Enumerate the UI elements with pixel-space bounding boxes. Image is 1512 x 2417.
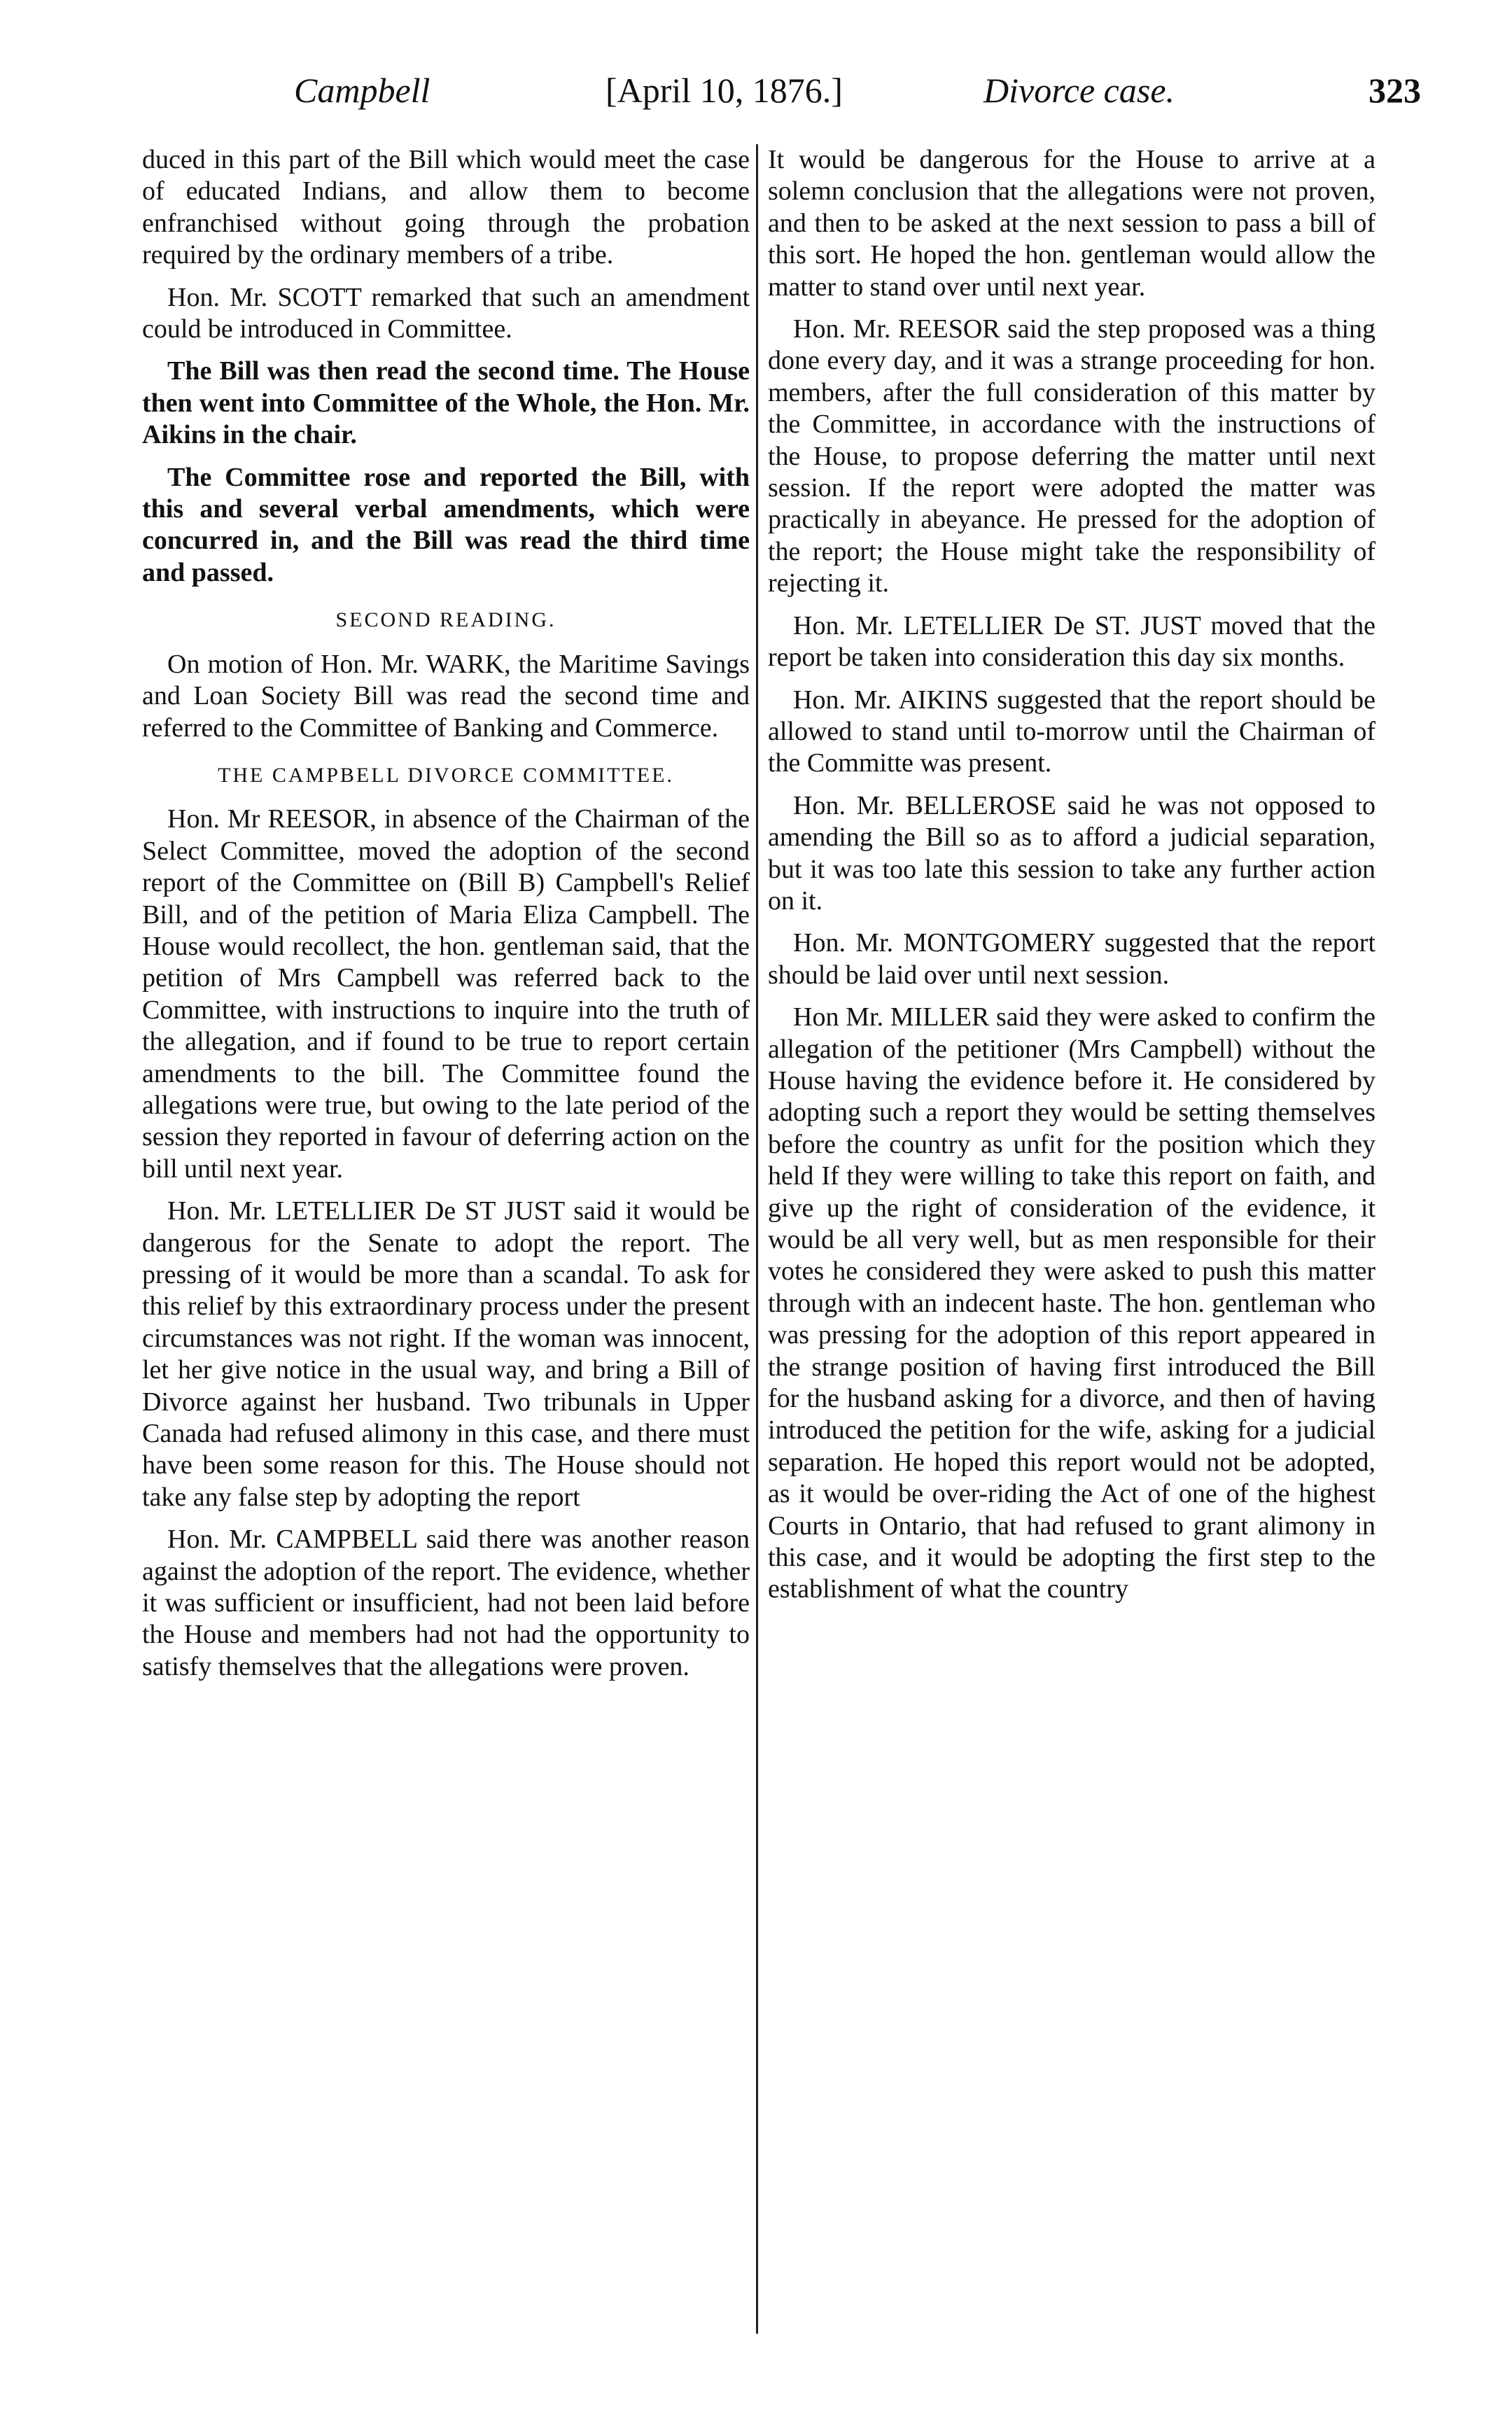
paragraph: Hon. Mr. SCOTT remarked that such an amendment could be introduced in Committee. bbox=[142, 282, 750, 344]
paragraph: Hon. Mr. MONTGOMERY suggested that the report should be laid over until next session. bbox=[768, 928, 1376, 990]
paragraph: Hon. Mr. REESOR said the step proposed was a thing done every day, and it was a strange proceeding for hon. members, after the full consideration of this matter by the Committee, in accordance with the instructions of the House, to propose deferring the matter until next session. If the report were adopted the matter was practically in abeyance. He pressed for the adoption of the report; the House might take the responsibility of rejecting it. bbox=[768, 314, 1376, 598]
paragraph: Hon. Mr. BELLEROSE said he was not opposed to amending the Bill so as to afford a judicial separation, but it was too late this session to take any further action on it. bbox=[768, 790, 1376, 916]
column-divider bbox=[756, 144, 758, 2334]
paragraph: Hon. Mr. AIKINS suggested that the report should be allowed to stand until to-morrow until the Chairman of the Committe was present. bbox=[768, 685, 1376, 778]
header-date: [April 10, 1876.] bbox=[606, 71, 843, 110]
paragraph: The Bill was then read the second time. The House then went into Committee of the Whole, the Hon. Mr. Aikins in the chair. bbox=[142, 356, 750, 450]
section-heading: SECOND READING. bbox=[335, 608, 556, 632]
paragraph: Hon. Mr. LETELLIER De ST JUST said it would be dangerous for the Senate to adopt the report. The pressing of it would be more than a scandal. To ask for this relief by this extraordinary process under the present circumstances was not right. If the woman was innocent, let her give notice in the usual way, and bring a Bill of Divorce against her husband. Two tribunals in Upper Canada had refused alimony in this case, and there must have been some reason for this. The House should not take any false step by adopting the report bbox=[142, 1196, 750, 1512]
paragraph: duced in this part of the Bill which would meet the case of educated Indians, and allow them to become enfranchised without going through the probation required by the ordinary members of a tribe. bbox=[142, 145, 750, 270]
paragraph: Hon Mr. MILLER said they were asked to confirm the allegation of the petitioner (Mrs Campbell) without the House having the evidence before it. He considered by adopting such a report they would be setting themselves before the country as unfit for the position which they held If they were willing to take this report on faith, and give up the right of consideration of the evidence, it would be all very well, but as men responsible for their votes he considered they were asked to push this matter through with an indecent haste. The hon. gentleman who was pressing for the adoption of this report appeared in the strange position of having first introduced the Bill for the husband asking for a divorce, and then of having introduced the petition for the wife, asking for a judicial separation. He hoped this report would not be adopted, as it would be over-riding the Act of one of the highest Courts in Ontario, that had refused to grant alimony in this case, and it would be adopting the first step to the establishment of what the country bbox=[768, 1002, 1376, 1604]
page-number: 323 bbox=[1368, 71, 1421, 110]
paragraph: The Committee rose and reported the Bill, with this and several verbal amendments, which were concurred in, and the Bill was read the third time and passed. bbox=[142, 462, 750, 587]
left-column bbox=[142, 144, 750, 1693]
header-left-title: Campbell bbox=[294, 71, 430, 110]
paragraph: Hon. Mr. CAMPBELL said there was another reason against the adoption of the report. The evidence, whether it was sufficient or insufficient, had not been laid before the House and members had not had the opportunity to satisfy themselves that the allegations were proven. bbox=[142, 1525, 750, 1681]
paragraph: On motion of Hon. Mr. WARK, the Maritime Savings and Loan Society Bill was read the second time and referred to the Committee of Banking and Commerce. bbox=[142, 649, 750, 743]
paragraph: Hon. Mr. LETELLIER De ST. JUST moved that the report be taken into consideration this day six months. bbox=[768, 610, 1376, 673]
section-heading: THE CAMPBELL DIVORCE COMMITTEE. bbox=[218, 763, 674, 787]
header-right-title: Divorce case. bbox=[983, 71, 1175, 110]
paragraph: It would be dangerous for the House to arrive at a solemn conclusion that the allegations were not proven, and then to be asked at the next session to pass a bill of this sort. He hoped the hon. gentleman would allow the matter to stand over until next year. bbox=[768, 145, 1376, 302]
right-column bbox=[768, 144, 1376, 1616]
paragraph: Hon. Mr REESOR, in absence of the Chairman of the Select Committee, moved the adoption of the second report of the Committee on (Bill B) Campbell's Relief Bill, and of the petition of Maria Eliza Campbell. The House would recollect, the hon. gentleman said, that the petition of Mrs Campbell was referred back to the Committee, with instructions to inquire into the truth of the allegation, and if found to be true to report certain amendments to the bill. The Committee found the allegations were true, but owing to the late period of the session they reported in favour of deferring action on the bill until next year. bbox=[142, 804, 750, 1184]
running-header bbox=[140, 70, 1421, 125]
